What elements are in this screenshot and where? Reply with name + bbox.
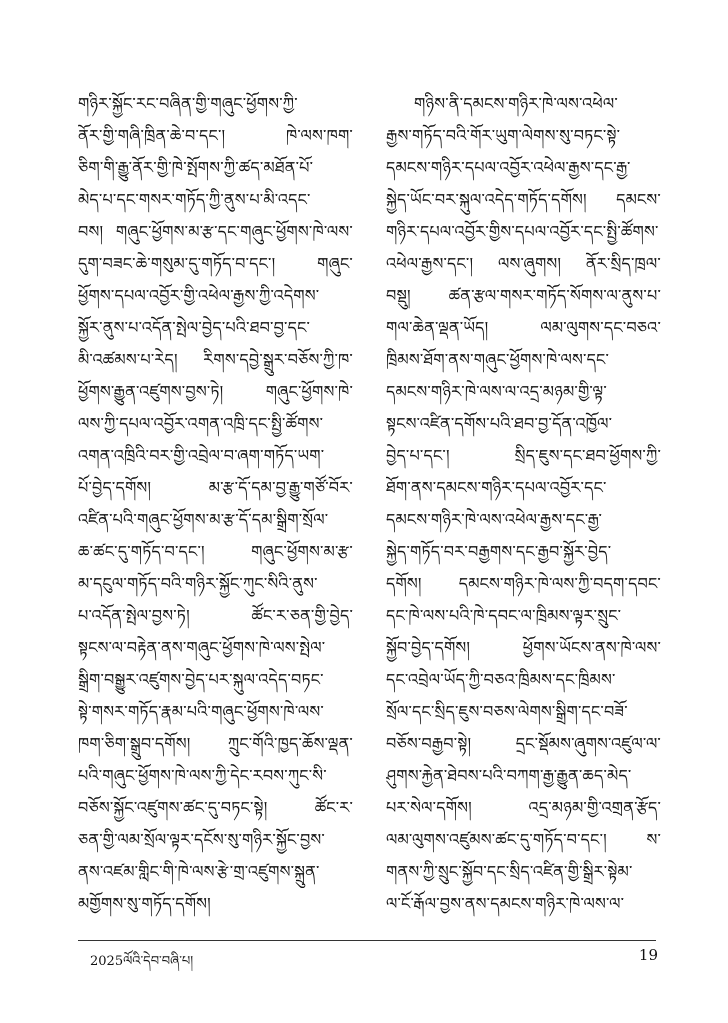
- text-line: གནས་ཀྱི་སྲུང་སྐྱོབ་དང་སྲིད་འཛིན་གྱི་སྒྲིར་སྟེམ་: [386, 862, 633, 881]
- text-line: ནས་འཛམ་གླིང་གི་ཁེ་ལས་རྩེ་གྲ་འཛུགས་སྐྲུན་: [78, 862, 320, 881]
- text-line: གལ་ཆེན་ལྡན་ཡོད། ལམ་ལུགས་དང་བཅའ་: [386, 318, 661, 337]
- text-line: གཉིར་སྐྱོང་རང་བཞིན་གྱི་གཞུང་ཕྱོགས་ཀྱི་: [78, 94, 298, 113]
- text-line: ཤུགས་རྐྱེན་ཐེབས་པའི་བཀག་རྒྱ་རྒྱུན་ཆད་མེད་: [386, 766, 632, 785]
- text-line: སྐྱོབ་བྱེད་དགོས། ཕྱོགས་ཡོངས་ནས་ཁེ་ལས་: [386, 638, 661, 657]
- left-text-column: [78, 88, 353, 920]
- page-number: 19: [638, 946, 658, 964]
- text-line: བསྡུ། ཚན་རྩལ་གསར་གཏོད་སོགས་ལ་ནུས་པ་: [386, 286, 661, 305]
- text-line: མི་འཚམས་པ་རེད། རིགས་དབྱེ་སྒྲུར་བཅོས་ཀྱི་ཁ་: [78, 350, 353, 369]
- text-line: ཁྲིམས་ཐོག་ནས་གཞུང་ཕྱོགས་ཁེ་ལས་དང་: [386, 350, 610, 369]
- text-line: པའི་གཞུང་ཕྱོགས་ཁེ་ལས་ཀྱི་དེང་རབས་ཀུང་སི་: [78, 766, 327, 785]
- text-line: དམངས་གཉིར་དཔལ་འབྱོར་འཕེལ་རྒྱས་དང་རྒྱ་: [386, 158, 631, 177]
- text-line: དམངས་གཉིར་ཁེ་ལས་ལ་འདྲ་མཉམ་གྱི་ལྟ་: [386, 382, 607, 401]
- text-line: ནོར་གྱི་གཞི་ཁྲིན་ཆེ་བ་དང་། ཁེ་ལས་ཁག་: [78, 126, 353, 145]
- text-line: པ་འདོན་སྤེལ་བྱས་ཏེ། ཚོང་ར་ཅན་གྱི་བྱེད་: [78, 606, 353, 625]
- text-line: རྒྱས་གཏོད་བའི་གོར་ཡུག་ལེགས་སུ་བཏང་སྟེ་: [386, 126, 621, 145]
- text-line: འཛིན་པའི་གཞུང་ཕྱོགས་མ་རྩ་དོ་དམ་སྒྲིག་སྲོལ་: [78, 510, 329, 529]
- text-line: སྐྱེད་ཡོང་བར་སྐུལ་འདེད་གཏོད་དགོས། དམངས་: [386, 190, 661, 209]
- text-line: བས། གཞུང་ཕྱོགས་མ་རྩ་དང་གཞུང་ཕྱོགས་ཁེ་ལས་: [78, 222, 353, 241]
- text-line: སྐྱོར་ནུས་པ་འདོན་སྤེལ་བྱེད་པའི་ཐབ་བྱ་དང་: [78, 318, 311, 337]
- text-line: ཅན་གྱི་ལམ་སྲོལ་ལྟར་དངོས་སུ་གཉིར་སྐྱོང་བྱས་: [78, 830, 325, 849]
- text-line: པར་སེལ་དགོས། འདྲ་མཉམ་གྱི་འགྲན་རྩོད་: [386, 798, 661, 817]
- text-line: ཁག་ཅིག་སྒྲུབ་དགོས། ཀྲུང་གོའི་ཁྱད་ཆོས་ལྡན་: [78, 734, 353, 753]
- text-line: གཉིར་དཔལ་འབྱོར་གྱིས་དཔལ་འབྱོར་དང་སྤྱི་ཚོགས་: [386, 222, 659, 241]
- text-line: དང་འབྲེལ་ཡོད་ཀྱི་བཅའ་ཁྲིམས་དང་ཁྲིམས་: [386, 670, 616, 689]
- text-line: ལམ་ལུགས་འཛུམས་ཚང་དུ་གཏོད་བ་དང་། ས་: [386, 830, 661, 849]
- footer-rule: [78, 940, 656, 941]
- text-line: མེད་པ་དང་གསར་གཏོད་ཀྱི་ནུས་པ་མི་འདང་: [78, 190, 311, 209]
- text-line: ལ་ངོ་རྒོལ་བྱས་ནས་དམངས་གཉིར་ཁེ་ལས་ལ་: [386, 894, 625, 913]
- text-line: འགན་འཁྲིའི་བར་གྱི་འབྲེལ་བ་ཞག་གཏོད་ཡག་: [78, 446, 325, 465]
- footer-issue-label: 2025ལོའི་དེབ་བཞི་པ།: [90, 954, 194, 969]
- text-line: སྟངས་འཛིན་དགོས་པའི་ཐབ་བྱ་དོན་འཁྱོལ་: [386, 414, 613, 433]
- text-line: གཉིས་ནི་དམངས་གཉིར་ཁེ་ལས་འཕེལ་: [414, 94, 618, 113]
- text-line: སྒྲིག་བསྒྱུར་འཛུགས་བྱེད་པར་སྐུལ་འདེད་བཏང་: [78, 670, 324, 689]
- text-line: དགོས། དམངས་གཉིར་ཁེ་ལས་ཀྱི་བདག་དབང་: [386, 574, 661, 593]
- text-line: མགྱོགས་སུ་གཏོད་དགོས།: [78, 894, 211, 913]
- text-line: པོ་བྱེད་དགོས། མ་རྩ་དོ་དམ་བྱ་རྒྱུ་གཙོ་བོར་: [78, 478, 353, 497]
- text-line: དང་ཁེ་ལས་པའི་ཁེ་དབང་ལ་ཁྲིམས་ལྟར་སྲུང་: [386, 606, 622, 625]
- text-line: སྲོལ་དང་སྲིད་ཇུས་བཅས་ལེགས་སྒྲིག་དང་བཟོ་: [386, 702, 628, 721]
- right-text-column: [386, 88, 661, 920]
- text-line: ལས་ཀྱི་དཔལ་འབྱོར་འགན་འཁྲི་དང་སྤྱི་ཚོགས་: [78, 414, 324, 433]
- text-line: སྟེ་གསར་གཏོད་རྣམ་པའི་གཞུང་ཕྱོགས་ཁེ་ལས་: [78, 702, 324, 721]
- text-line: ཐོག་ནས་དམངས་གཉིར་དཔལ་འབྱོར་དང་: [386, 478, 607, 497]
- text-line: ཕྱོགས་རྒྱུན་འཛུགས་བྱས་ཏེ། གཞུང་ཕྱོགས་ཁེ་: [78, 382, 353, 401]
- text-line: དུག་བཟང་ཆེ་གསུམ་དུ་གཏོད་བ་དང་། གཞུང་: [78, 254, 353, 273]
- text-line: སྐྱེད་གཏོད་བར་བརྒྱགས་དང་རྒྱབ་སྐྱོར་བྱེད་: [386, 542, 612, 561]
- text-line: ཅིག་གི་རྒྱུ་ནོར་གྱི་ཁེ་སྤོགས་ཀྱི་ཚད་མཐོན་པོ་: [78, 158, 314, 177]
- text-line: བཅོས་སྐྱོང་འཛུགས་ཚང་དུ་བཏང་སྟེ། ཚོང་ར་: [78, 798, 353, 817]
- text-line: དམངས་གཉིར་ཁེ་ལས་འཕེལ་རྒྱས་དང་རྒྱ་: [386, 510, 603, 529]
- text-line: མ་དངུལ་གཏོད་བའི་གཉིར་སྐྱོང་ཀུང་སིའི་ནུས་: [78, 574, 318, 593]
- text-line: བྱེད་པ་དང་། སྲིད་ཇུས་དང་ཐབ་ཕྱོགས་ཀྱི་: [386, 446, 661, 465]
- text-line: ཆ་ཚང་དུ་གཏོད་བ་དང་། གཞུང་ཕྱོགས་མ་རྩ་: [78, 542, 353, 561]
- text-line: འཕེལ་རྒྱས་དང་། ལས་ཞུགས། ནོར་སྲིད་ཁྲལ་: [386, 254, 661, 273]
- text-line: སྟངས་ལ་བརྟེན་ནས་གཞུང་ཕྱོགས་ཁེ་ལས་སྤེལ་: [78, 638, 326, 657]
- text-line: ཕྱོགས་དཔལ་འབྱོར་གྱི་འཕེལ་རྒྱས་ཀྱི་འདེགས་: [78, 286, 320, 305]
- text-line: བཅོས་བརྒྱབ་སྟེ། དྲང་སྡོམས་ཞུགས་འཛུལ་ལ་: [386, 734, 661, 753]
